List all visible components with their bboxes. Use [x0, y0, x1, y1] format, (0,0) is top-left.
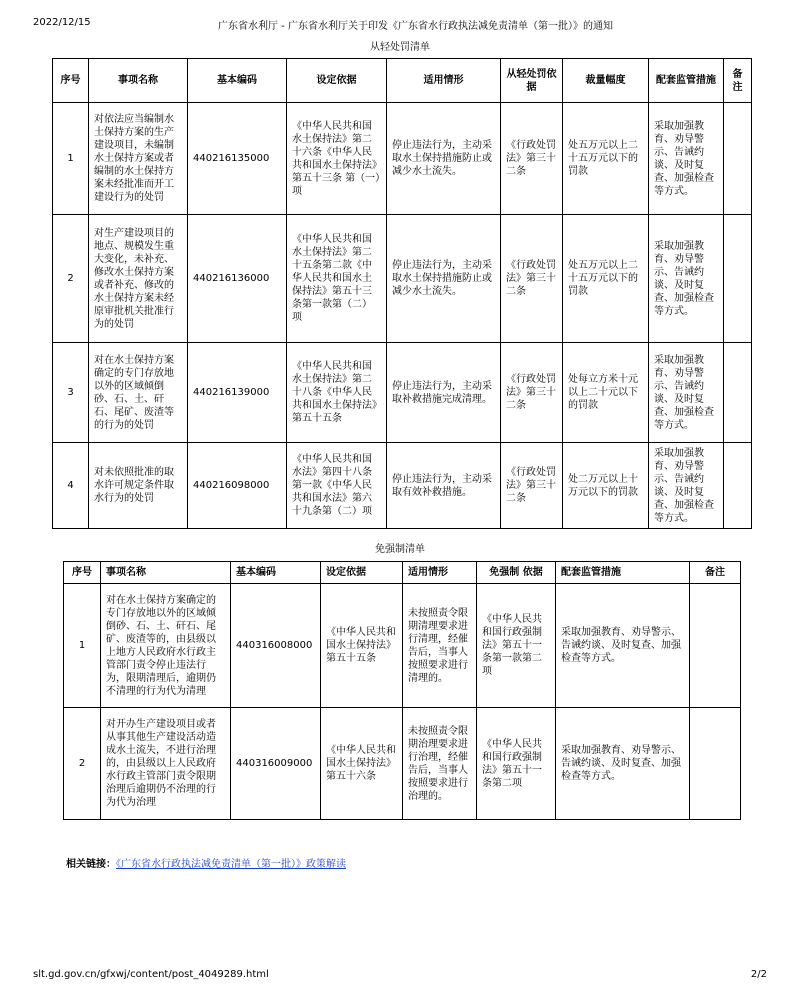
- applicable-situation: 停止违法行为，主动采取水土保持措施防止或减少水土流失。: [387, 215, 501, 343]
- table2-header-cell: 适用情形: [403, 562, 477, 584]
- table1-caption: 从轻处罚清单: [370, 42, 430, 53]
- table2-header-cell: 事项名称: [101, 562, 231, 584]
- table2-header-cell: 备注: [690, 562, 741, 584]
- table1-header-cell: 配套监管措施: [649, 59, 724, 103]
- remarks: [690, 584, 741, 708]
- supervision-measures: 采取加强教育、劝导警示、告诫约谈、及时复查、加强检查等方式。: [649, 443, 724, 529]
- print-date: 2022/12/15: [33, 17, 91, 28]
- table1-header-cell: 裁量幅度: [563, 59, 649, 103]
- table2-header-cell: 基本编码: [231, 562, 321, 584]
- item-code: 440216139000: [188, 343, 287, 443]
- lenient-basis: 《行政处罚法》第三十二条: [501, 343, 563, 443]
- applicable-situation: 停止违法行为，主动采取补救措施完成清理。: [387, 343, 501, 443]
- legal-basis: 《中华人民共和国水土保持法》第五十五条: [321, 584, 403, 708]
- table1-header-cell: 适用情形: [387, 59, 501, 103]
- legal-basis: 《中华人民共和国水法》第四十八条第一款《中华人民共和国水法》第六十九条第（二）项: [287, 443, 387, 529]
- remarks: [690, 708, 741, 820]
- legal-basis: 《中华人民共和国水土保持法》第二十六条《中华人民共和国水土保持法》第五十三条 第（一）项: [287, 103, 387, 215]
- table1-header-row: [53, 59, 752, 103]
- row-number: 2: [53, 215, 89, 343]
- exempt-enforcement-table: [63, 561, 741, 820]
- remarks: [724, 443, 752, 529]
- item-name: 对依法应当编制水土保持方案的生产建设项目，未编制水土保持方案或者编制的水土保持方案未经批准而开工建设行为的处罚: [89, 103, 188, 215]
- lenient-basis: 《行政处罚法》第三十二条: [501, 443, 563, 529]
- row-number: 1: [53, 103, 89, 215]
- applicable-situation: 未按照责令限期清理要求进行清理，经催告后，当事人按照要求进行清理的。: [403, 584, 477, 708]
- table1-header-cell: 备注: [724, 59, 752, 103]
- table-row: [53, 215, 752, 343]
- table1-header-cell: 事项名称: [89, 59, 188, 103]
- table-row: [53, 103, 752, 215]
- related-links: [66, 855, 346, 870]
- remarks: [724, 103, 752, 215]
- lenient-penalty-table: [52, 58, 752, 529]
- item-name: 对生产建设项目的地点、规模发生重大变化，未补充、修改水土保持方案或者补充、修改的水土保持方案未经原审批机关批准行为的处罚: [89, 215, 188, 343]
- item-code: 440216098000: [188, 443, 287, 529]
- print-page-title: 广东省水利厅 - 广东省水利厅关于印发《广东省水行政执法减免责清单（第一批）》的通知: [218, 21, 613, 32]
- table-row: [53, 443, 752, 529]
- supervision-measures: 采取加强教育、劝导警示、告诫约谈、及时复查、加强检查等方式。: [556, 584, 690, 708]
- exempt-basis: 《中华人民共和国行政强制法》第五十一条第一款第二项: [477, 584, 556, 708]
- footer-page-number: 2/2: [750, 969, 767, 980]
- applicable-situation: 停止违法行为，主动采取水土保持措施防止或减少水土流失。: [387, 103, 501, 215]
- applicable-situation: 停止违法行为，主动采取有效补救措施。: [387, 443, 501, 529]
- exempt-basis: 《中华人民共和国行政强制法》第五十一条第二项: [477, 708, 556, 820]
- table-row: [64, 584, 741, 708]
- supervision-measures: 采取加强教育、劝导警示、告诫约谈、及时复查、加强检查等方式。: [649, 343, 724, 443]
- item-name: 对开办生产建设项目或者从事其他生产建设活动造成水土流失，不进行治理的，由县级以上人民政府水行政主管部门责令限期治理后逾期仍不治理的行为代为治理: [101, 708, 231, 820]
- row-number: 1: [64, 584, 101, 708]
- table1-header-cell: 设定依据: [287, 59, 387, 103]
- lenient-basis: 《行政处罚法》第三十二条: [501, 103, 563, 215]
- item-code: 440316009000: [231, 708, 321, 820]
- legal-basis: 《中华人民共和国水土保持法》第二十五条第二款《中华人民共和国水土保持法》第五十三条第一款第（二）项: [287, 215, 387, 343]
- table-row: [53, 343, 752, 443]
- table1-header-cell: 从轻处罚依据: [501, 59, 563, 103]
- footer-url: slt.gd.gov.cn/gfxwj/content/post_4049289.html: [33, 969, 269, 980]
- item-name: 对在水土保持方案确定的专门存放地以外的区域倾倒砂、石、土、矸石、尾矿、废渣等的，由县级以上地方人民政府水行政主管部门责令停止违法行为，限期清理后，逾期仍不清理的行为代为清理: [101, 584, 231, 708]
- lenient-basis: 《行政处罚法》第三十二条: [501, 215, 563, 343]
- item-name: 对未依照批准的取水许可规定条件取水行为的处罚: [89, 443, 188, 529]
- related-links-label: 相关链接：: [66, 859, 116, 870]
- penalty-range: 处每立方米十元以上二十元以下的罚款: [563, 343, 649, 443]
- remarks: [724, 343, 752, 443]
- item-code: 440316008000: [231, 584, 321, 708]
- policy-interpretation-link[interactable]: 《广东省水行政执法减免责清单（第一批）》政策解读: [116, 859, 346, 870]
- table1-header-cell: 基本编码: [188, 59, 287, 103]
- legal-basis: 《中华人民共和国水土保持法》第二十八条《中华人民共和国水土保持法》第五十五条: [287, 343, 387, 443]
- penalty-range: 处五万元以上二十五万元以下的罚款: [563, 103, 649, 215]
- supervision-measures: 采取加强教育、劝导警示、告诫约谈、及时复查、加强检查等方式。: [649, 215, 724, 343]
- item-code: 440216136000: [188, 215, 287, 343]
- table1-header-cell: 序号: [53, 59, 89, 103]
- row-number: 4: [53, 443, 89, 529]
- row-number: 2: [64, 708, 101, 820]
- table2-header-cell: 设定依据: [321, 562, 403, 584]
- row-number: 3: [53, 343, 89, 443]
- table2-header-cell: 序号: [64, 562, 101, 584]
- remarks: [724, 215, 752, 343]
- legal-basis: 《中华人民共和国水土保持法》第五十六条: [321, 708, 403, 820]
- supervision-measures: 采取加强教育、劝导警示、告诫约谈、及时复查、加强检查等方式。: [556, 708, 690, 820]
- item-code: 440216135000: [188, 103, 287, 215]
- table2-header-cell: 免强制 依据: [477, 562, 556, 584]
- applicable-situation: 未按照责令限期治理要求进行治理，经催告后，当事人按照要求进行治理的。: [403, 708, 477, 820]
- table-row: [64, 708, 741, 820]
- item-name: 对在水土保持方案确定的专门存放地以外的区域倾倒砂、石、土、矸石、尾矿、废渣等的行为的处罚: [89, 343, 188, 443]
- table2-header-row: [64, 562, 741, 584]
- table2-caption: 免强制清单: [375, 544, 425, 555]
- penalty-range: 处五万元以上二十五万元以下的罚款: [563, 215, 649, 343]
- supervision-measures: 采取加强教育、劝导警示、告诫约谈、及时复查、加强检查等方式。: [649, 103, 724, 215]
- table2-header-cell: 配套监管措施: [556, 562, 690, 584]
- penalty-range: 处二万元以上十万元以下的罚款: [563, 443, 649, 529]
